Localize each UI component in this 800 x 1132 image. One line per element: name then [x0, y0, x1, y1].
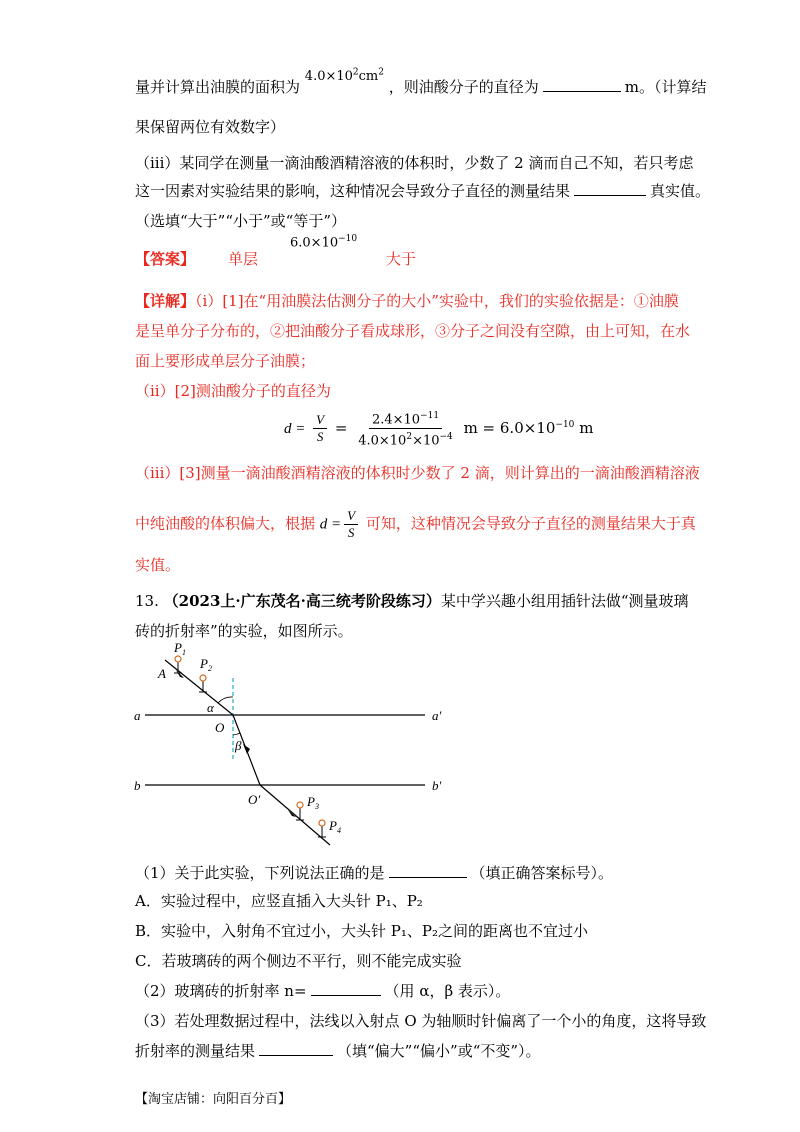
q12-line1-text: 量并计算出油膜的面积为: [135, 78, 301, 96]
label-a: a: [134, 708, 141, 723]
label-b: b: [134, 778, 141, 793]
option-b: B．实验中，入射角不宜过小，大头针 P₁、P₂之间的距离也不宜过小: [135, 922, 589, 940]
label-p2: $P_2$: [200, 656, 212, 673]
emergent-arrow-icon: [288, 810, 296, 817]
refraction-figure: [130, 640, 450, 850]
pin-p1-icon: [174, 656, 182, 673]
detail-line-1: 【详解】（i）[1]在“用油膜法估测分子的大小”实验中，我们的实验依据是：①油膜: [135, 292, 679, 310]
answer-2: $6.0\times 10^{-10}$: [290, 234, 358, 251]
incident-ray: [165, 660, 233, 715]
footer-shop: 【淘宝店铺：向阳百分百】: [135, 1092, 292, 1107]
answer-3: 大于: [386, 250, 417, 268]
detail-line-7: 实值。: [135, 556, 181, 574]
option-c: C．若玻璃砖的两个侧边不平行，则不能完成实验: [135, 952, 462, 970]
label-beta: β: [235, 738, 242, 753]
label-O-prime: O′: [248, 792, 261, 807]
label-b-prime: b′: [432, 778, 442, 793]
label-alpha: α: [207, 700, 214, 715]
q12-line-3: （iii）某同学在测量一滴油酸酒精溶液的体积时，少数了 2 滴而自己不知，若只考虑: [135, 154, 694, 172]
refracted-arrow-icon: [243, 744, 250, 754]
question-number: 13.: [135, 592, 159, 610]
q12-line-4: 这一因素对实验结果的影响，这种情况会导致分子直径的测量结果 真实值。: [135, 182, 711, 200]
q12-line-5: （选填“大于”“小于”或“等于”）: [135, 212, 347, 230]
beta-arc: [233, 733, 240, 735]
question-source: （2023上·广东茂名·高三统考阶段练习）: [163, 592, 441, 610]
answer-blank: [389, 876, 467, 878]
detail-line-5: （iii）[3]测量一滴油酸酒精溶液的体积时少数了 2 滴，则计算出的一滴油酸酒精溶液: [135, 464, 700, 482]
label-p4: $P_4$: [329, 818, 341, 835]
pin-p4-icon: [318, 820, 326, 837]
q13-sub1: （1）关于此实验，下列说法正确的是 （填正确答案标号）。: [135, 864, 614, 882]
answer-blank: [574, 194, 646, 196]
area-value: $4.0\times 10^2cm^2$: [304, 67, 384, 84]
alpha-arc: [218, 697, 233, 703]
answer-blank: [259, 1054, 333, 1056]
answer-1: 单层: [228, 250, 259, 268]
detail-line-6: 中纯油酸的体积偏大，根据 d = $\frac{V}{S}$ 可知，这种情况会导致分子直径的测量结果大于真: [135, 508, 696, 540]
q12-line-2: 果保留两位有效数字）: [135, 118, 286, 136]
emergent-ray: [260, 785, 330, 845]
q13-sub3-line2: 折射率的测量结果 （填“偏大”“偏小”或“不变”）。: [135, 1042, 541, 1060]
label-O: O: [215, 720, 225, 735]
answer-label: 【答案】: [135, 250, 196, 268]
answer-blank: [311, 994, 381, 996]
diameter-equation: d = $\frac{V}{S}$ = $\frac{2.4\times 10^{-11}}{4.0\times 10^2\times 10^{-4}}$ $m = 6.0\times 10^{-10}$ m: [284, 408, 593, 450]
label-p1: $P_1$: [174, 640, 186, 657]
pin-p2-icon: [199, 675, 207, 692]
detail-line-2: 是呈单分子分布的，②把油酸分子看成球形，③分子之间没有空隙，由上可知，在水: [135, 322, 691, 340]
option-a: A．实验过程中，应竖直插入大头针 P₁、P₂: [135, 892, 423, 910]
detail-line-3: 面上要形成单层分子油膜；: [135, 352, 316, 370]
q13-line-1: 13. （2023上·广东茂名·高三统考阶段练习）某中学兴趣小组用插针法做“测量玻璃: [135, 592, 689, 610]
label-p3: $P_3$: [307, 794, 319, 811]
label-A: A: [158, 666, 166, 681]
q13-sub2: （2）玻璃砖的折射率 n= （用 α，β 表示）。: [135, 982, 511, 1000]
answer-blank: [543, 90, 621, 92]
q13-sub3-line1: （3）若处理数据过程中，法线以入射点 O 为轴顺时针偏离了一个小的角度，这将导致: [135, 1012, 707, 1030]
detail-line-4: （ii）[2]测油酸分子的直径为: [135, 382, 331, 400]
label-a-prime: a′: [432, 708, 442, 723]
q13-line-2: 砖的折射率”的实验，如图所示。: [135, 622, 353, 640]
q12-line-1: 量并计算出油膜的面积为 $4.0\times 10^2cm^2$ ，则油酸分子的直径为 m。（计算结: [135, 67, 707, 96]
